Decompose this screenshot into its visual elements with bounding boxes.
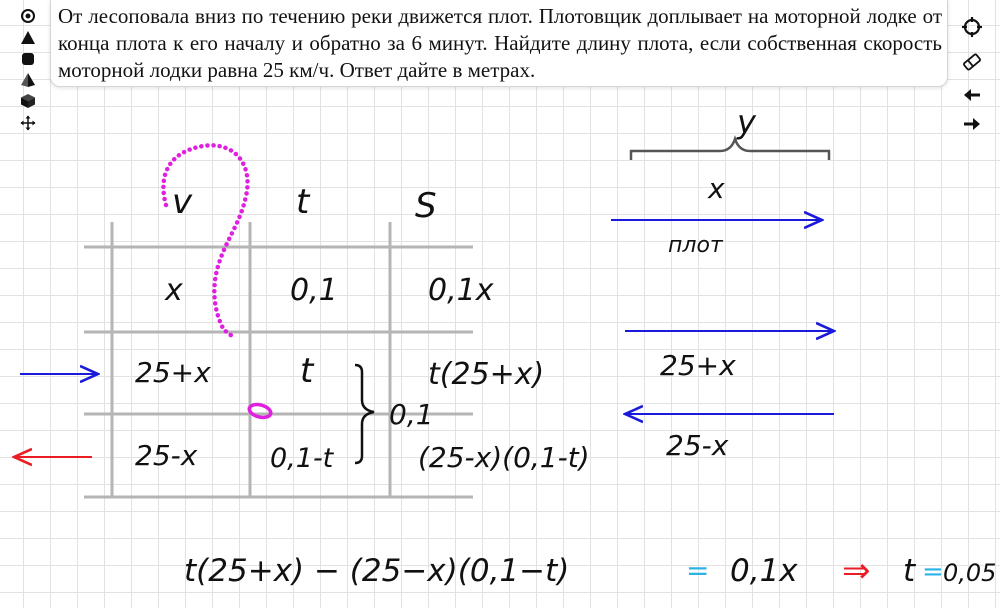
boat-downstream-speed: 25+x — [660, 349, 736, 382]
table-cell-down-s: t(25+x) — [428, 357, 545, 392]
implies-arrow: ⇒ — [842, 551, 871, 591]
table-header-s: S — [415, 186, 437, 226]
brace-total-time: 0,1 — [389, 398, 434, 431]
table-cell-up-v: 25-x — [135, 439, 198, 472]
table-cell-down-t: t — [300, 351, 314, 391]
raft-length-brace — [631, 139, 829, 160]
boat-upstream-speed: 25-x — [666, 429, 729, 462]
equation-t-var: t — [903, 553, 916, 589]
raft-speed-label: x — [708, 172, 725, 205]
problem-text: От лесоповала вниз по течению реки движется плот. Плотовщик доплывает на моторной лодке от конца плота к его началу и обратно за 6 минут. Найдите длину плота, если собственная скорость моторной лодки равна 25 км/ч. Ответ дайте в метрах. — [58, 4, 942, 82]
table-header-v: v — [172, 182, 193, 222]
table-cell-up-s: (25-x)(0,1-t) — [418, 441, 590, 474]
table-header-t: t — [296, 182, 310, 222]
table-cell-down-v: 25+x — [135, 356, 211, 389]
equation-result-equals: = — [922, 557, 944, 587]
equation-result: 0,05 — [943, 559, 997, 587]
equation-equals: = — [686, 554, 710, 587]
table-cell-raft-v: x — [165, 273, 183, 308]
table-cell-raft-t: 0,1 — [290, 273, 338, 308]
raft-length-label: y — [737, 103, 756, 141]
table-cell-up-t: 0,1-t — [270, 443, 334, 474]
raft-label: плот — [668, 233, 723, 258]
equation-rhs: 0,1x — [730, 553, 798, 589]
equation-lhs: t(25+x) − (25−x)(0,1−t) — [184, 553, 570, 589]
table-cell-raft-s: 0,1x — [428, 273, 494, 308]
